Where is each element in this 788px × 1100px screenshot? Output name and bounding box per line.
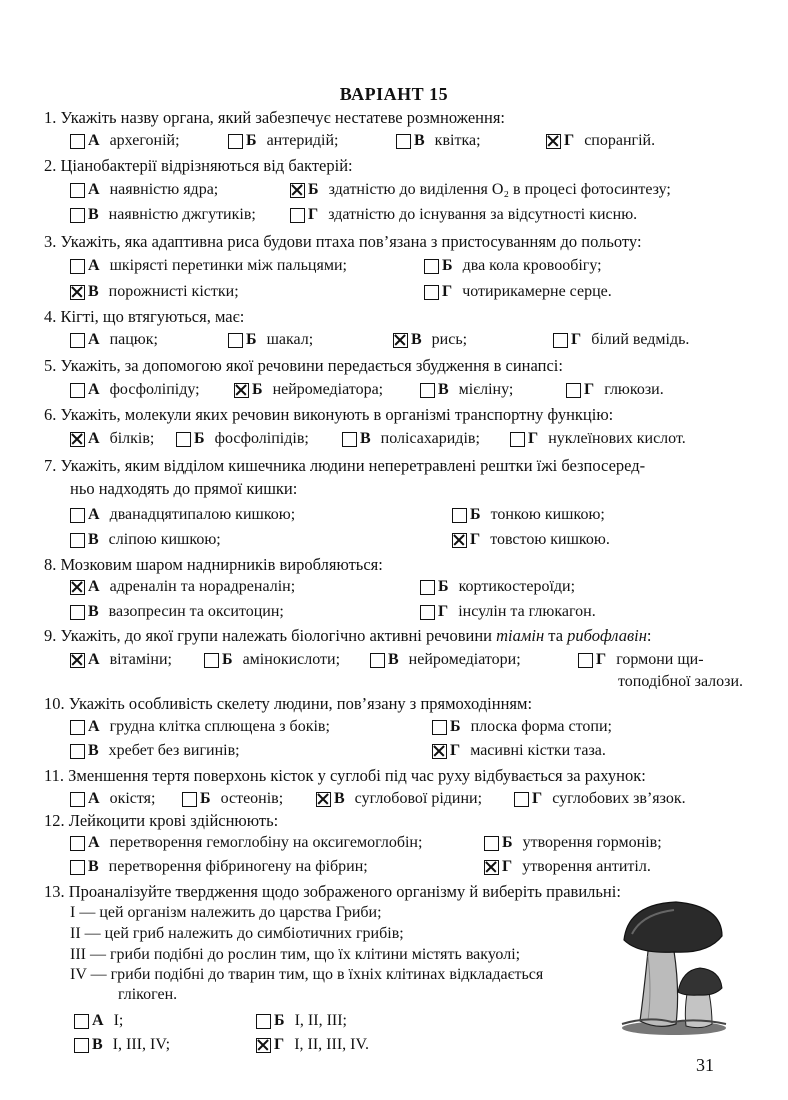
q8-option-b[interactable]: Б кортикостероїди; (420, 578, 575, 596)
question-5: 5. Укажіть, за допомогою якої речовини передається збудження в синапсі: (44, 356, 563, 375)
checkbox[interactable] (514, 792, 529, 807)
checkbox[interactable] (70, 533, 85, 548)
question-4: 4. Кігті, що втягуються, має: (44, 307, 245, 326)
checkbox[interactable] (70, 208, 85, 223)
checkbox[interactable] (182, 792, 197, 807)
statement-2: II — цей гриб належить до симбіотичних грибів; (70, 925, 404, 942)
question-1: 1. Укажіть назву органа, який забезпечує нестатеве розмноження: (44, 108, 505, 127)
checkbox[interactable] (452, 508, 467, 523)
question-9: 9. Укажіть, до якої групи належать біологічно активні речовини тіамін та рибофлавін: (44, 626, 652, 645)
q1-option-v[interactable]: В квітка; (396, 132, 481, 150)
q5-option-b[interactable]: Б нейромедіатора; (234, 381, 383, 399)
q9-option-v[interactable]: В нейромедіатори; (370, 651, 521, 669)
checkbox[interactable] (510, 432, 525, 447)
q12-option-v[interactable]: В перетворення фібриногену на фібрин; (70, 858, 368, 876)
checkbox-checked[interactable] (316, 792, 331, 807)
q5-option-g[interactable]: Г глюкози. (566, 381, 664, 399)
q9-option-g[interactable]: Г гормони щи- (578, 651, 704, 669)
q9-option-b[interactable]: Б амінокислоти; (204, 651, 340, 669)
checkbox[interactable] (70, 259, 85, 274)
mushroom-illustration (618, 896, 730, 1036)
page-title: ВАРІАНТ 15 (339, 84, 449, 104)
q13-option-a[interactable]: А I; (74, 1012, 123, 1030)
q10-option-b[interactable]: Б плоска форма стопи; (432, 718, 612, 736)
checkbox[interactable] (70, 744, 85, 759)
statement-3: III — гриби подібні до рослин тим, що їх клітини містять вакуолі; (70, 946, 521, 963)
question-7-continuation: ньо надходять до прямої кишки: (70, 479, 298, 498)
q3-option-g[interactable]: Г чотирикамерне серце. (424, 283, 612, 301)
checkbox[interactable] (420, 383, 435, 398)
checkbox[interactable] (290, 208, 305, 223)
q7-option-v[interactable]: В сліпою кишкою; (70, 531, 221, 549)
checkbox-checked[interactable] (452, 533, 467, 548)
question-13: 13. Проаналізуйте твердження щодо зображеного організму й виберіть правильні: (44, 882, 621, 901)
q1-option-a[interactable]: А архегоній; (70, 132, 180, 150)
q9-option-g-continuation: топодібної залози. (618, 673, 744, 690)
checkbox-checked[interactable] (234, 383, 249, 398)
q2-option-a[interactable]: А наявністю ядра; (70, 181, 218, 199)
checkbox[interactable] (70, 383, 85, 398)
checkbox[interactable] (70, 508, 85, 523)
q4-option-v[interactable]: В рись; (393, 331, 467, 349)
q2-option-b[interactable]: Б здатністю до виділення O₂ в процесі фотосинтезу; (290, 181, 671, 199)
q1-option-b[interactable]: Б антеридій; (228, 132, 339, 150)
checkbox[interactable] (70, 836, 85, 851)
q12-option-b[interactable]: Б утворення гормонів; (484, 834, 662, 852)
q6-option-v[interactable]: В полісахаридів; (342, 430, 480, 448)
checkbox[interactable] (396, 134, 411, 149)
checkbox[interactable] (420, 605, 435, 620)
statement-1: I — цей організм належить до царства Гриби; (70, 904, 382, 921)
question-8: 8. Мозковим шаром наднирників виробляються: (44, 555, 383, 574)
q7-option-g[interactable]: Г товстою кишкою. (452, 531, 610, 549)
q8-option-g[interactable]: Г інсулін та глюкагон. (420, 603, 596, 621)
checkbox[interactable] (70, 333, 85, 348)
checkbox-checked[interactable] (256, 1038, 271, 1053)
question-12: 12. Лейкоцити крові здійснюють: (44, 811, 279, 830)
q11-option-b[interactable]: Б остеонів; (182, 790, 283, 808)
q10-option-a[interactable]: А грудна клітка сплющена з боків; (70, 718, 330, 736)
q7-option-b[interactable]: Б тонкою кишкою; (452, 506, 605, 524)
q13-option-v[interactable]: В I, III, IV; (74, 1036, 170, 1054)
checkbox[interactable] (70, 860, 85, 875)
checkbox[interactable] (420, 580, 435, 595)
q10-option-g[interactable]: Г масивні кістки таза. (432, 742, 606, 760)
q2-option-v[interactable]: В наявністю джгутиків; (70, 206, 256, 224)
q3-option-v[interactable]: В порожнисті кістки; (70, 283, 239, 301)
checkbox[interactable] (228, 134, 243, 149)
statement-4: IV — гриби подібні до тварин тим, що в їхніх клітинах відкладається (70, 966, 544, 983)
q11-option-v[interactable]: В суглобової рідини; (316, 790, 482, 808)
checkbox[interactable] (553, 333, 568, 348)
checkbox-checked[interactable] (70, 580, 85, 595)
q3-option-a[interactable]: А шкірясті перетинки між пальцями; (70, 257, 347, 275)
q10-option-v[interactable]: В хребет без вигинів; (70, 742, 240, 760)
checkbox[interactable] (342, 432, 357, 447)
checkbox[interactable] (256, 1014, 271, 1029)
q8-option-a[interactable]: А адреналін та норадреналін; (70, 578, 295, 596)
checkbox-checked[interactable] (393, 333, 408, 348)
q13-option-g[interactable]: Г I, II, III, IV. (256, 1036, 369, 1054)
q5-option-v[interactable]: В мієліну; (420, 381, 513, 399)
page-number: 31 (696, 1055, 714, 1075)
checkbox[interactable] (176, 432, 191, 447)
checkbox-checked[interactable] (70, 432, 85, 447)
q11-option-g[interactable]: Г суглобових зв’язок. (514, 790, 686, 808)
checkbox[interactable] (70, 605, 85, 620)
checkbox[interactable] (228, 333, 243, 348)
q4-option-g[interactable]: Г білий ведмідь. (553, 331, 689, 349)
question-3: 3. Укажіть, яка адаптивна риса будови птаха пов’язана з пристосуванням до польоту: (44, 232, 642, 251)
q6-option-b[interactable]: Б фосфоліпідів; (176, 430, 309, 448)
q4-option-b[interactable]: Б шакал; (228, 331, 313, 349)
checkbox[interactable] (424, 259, 439, 274)
q1-option-g[interactable]: Г спорангій. (546, 132, 655, 150)
checkbox[interactable] (70, 134, 85, 149)
checkbox-checked[interactable] (70, 653, 85, 668)
checkbox-checked[interactable] (290, 183, 305, 198)
statement-4-continuation: глікоген. (118, 986, 178, 1003)
q9-option-a[interactable]: А вітаміни; (70, 651, 172, 669)
checkbox-checked[interactable] (484, 860, 499, 875)
checkbox-checked[interactable] (546, 134, 561, 149)
checkbox[interactable] (204, 653, 219, 668)
checkbox[interactable] (424, 285, 439, 300)
q7-option-a[interactable]: А дванадцятипалою кишкою; (70, 506, 295, 524)
checkbox[interactable] (70, 183, 85, 198)
q3-option-b[interactable]: Б два кола кровообігу; (424, 257, 602, 275)
question-7: 7. Укажіть, яким відділом кишечника людини неперетравлені рештки їжі безпосеред- (44, 456, 646, 475)
checkbox[interactable] (70, 720, 85, 735)
checkbox[interactable] (566, 383, 581, 398)
q11-option-a[interactable]: А окістя; (70, 790, 155, 808)
checkbox[interactable] (74, 1014, 89, 1029)
question-2: 2. Ціанобактерії відрізняються від бактерій: (44, 156, 353, 175)
question-6: 6. Укажіть, молекули яких речовин виконують в організмі транспортну функцію: (44, 405, 614, 424)
checkbox-checked[interactable] (70, 285, 85, 300)
q8-option-v[interactable]: В вазопресин та окситоцин; (70, 603, 284, 621)
q13-option-b[interactable]: Б I, II, III; (256, 1012, 347, 1030)
checkbox[interactable] (432, 720, 447, 735)
question-10: 10. Укажіть особливість скелету людини, пов’язану з прямоходінням: (44, 694, 533, 713)
q6-option-a[interactable]: А білків; (70, 430, 154, 448)
checkbox-checked[interactable] (432, 744, 447, 759)
q5-option-a[interactable]: А фосфоліпіду; (70, 381, 200, 399)
question-11: 11. Зменшення тертя поверхонь кісток у суглобі під час руху відбувається за рахунок: (44, 766, 646, 785)
checkbox[interactable] (370, 653, 385, 668)
q6-option-g[interactable]: Г нуклеїнових кислот. (510, 430, 686, 448)
checkbox[interactable] (484, 836, 499, 851)
q12-option-g[interactable]: Г утворення антитіл. (484, 858, 651, 876)
checkbox[interactable] (74, 1038, 89, 1053)
checkbox[interactable] (70, 792, 85, 807)
q4-option-a[interactable]: А пацюк; (70, 331, 158, 349)
checkbox[interactable] (578, 653, 593, 668)
q12-option-a[interactable]: А перетворення гемоглобіну на оксигемоглобін; (70, 834, 422, 852)
q2-option-g[interactable]: Г здатністю до існування за відсутності кисню. (290, 206, 637, 224)
